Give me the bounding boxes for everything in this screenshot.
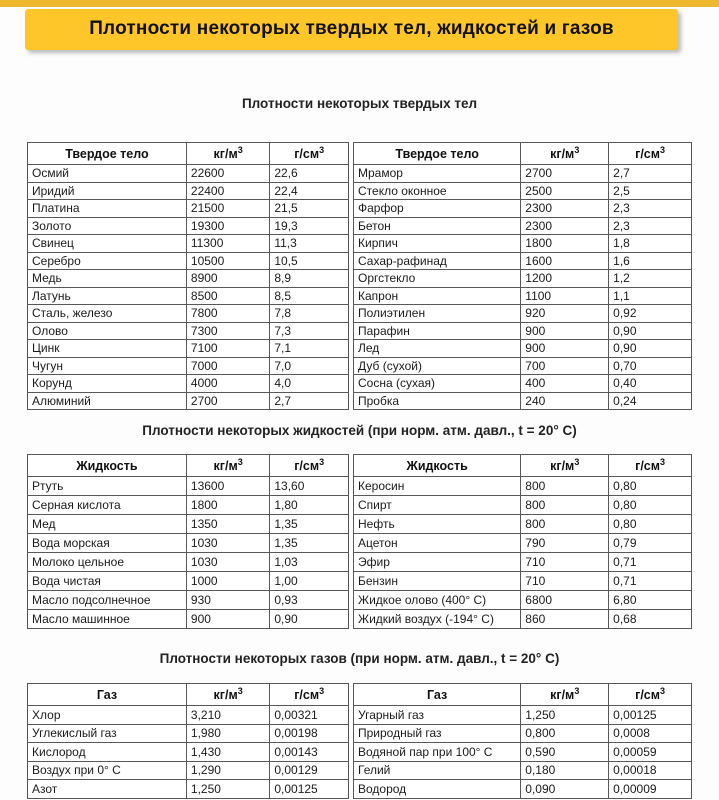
item-value: 22,4 <box>270 182 349 200</box>
item-name: Кирпич <box>354 235 521 253</box>
item-value: 0,71 <box>609 572 692 591</box>
item-name: Бетон <box>354 217 521 235</box>
item-name: Стекло оконное <box>354 182 521 200</box>
item-name: Серная кислота <box>28 496 187 515</box>
item-value: 7100 <box>186 340 269 358</box>
column-header-item: Жидкость <box>354 455 521 477</box>
item-value: 0,590 <box>521 743 609 762</box>
table-row <box>354 182 692 200</box>
item-value: 2300 <box>521 200 609 218</box>
column-header-gcm3: $г/см^3$ <box>609 455 692 477</box>
item-name: Бензин <box>354 572 521 591</box>
item-name: Масло подсолнечное <box>28 591 187 610</box>
table-row <box>28 357 349 375</box>
item-value: 22,6 <box>270 165 349 183</box>
item-value: 1800 <box>521 235 609 253</box>
gases-table-left <box>27 683 349 799</box>
table-row <box>28 375 349 393</box>
table-row <box>354 217 692 235</box>
item-name: Вода морская <box>28 534 187 553</box>
table-row <box>28 165 349 183</box>
gases-table-right <box>353 683 692 799</box>
column-header-gcm3: $г/см^3$ <box>609 143 692 165</box>
item-value: 800 <box>521 477 609 496</box>
column-header-gcm3: $г/см^3$ <box>609 684 692 706</box>
item-value: 800 <box>521 515 609 534</box>
item-value: 240 <box>521 392 609 410</box>
item-value: 1000 <box>186 572 269 591</box>
column-header-kgm3: $кг/м^3$ <box>186 684 269 706</box>
item-name: Парафин <box>354 322 521 340</box>
table-row <box>354 610 692 629</box>
item-name: Латунь <box>28 287 187 305</box>
item-name: Свинец <box>28 235 187 253</box>
item-value: 0,80 <box>609 496 692 515</box>
item-value: 1,2 <box>609 270 692 288</box>
item-value: 6800 <box>521 591 609 610</box>
item-value: 0,68 <box>609 610 692 629</box>
table-row <box>354 724 692 743</box>
table-row <box>354 375 692 393</box>
table-row <box>28 322 349 340</box>
item-value: 0,80 <box>609 515 692 534</box>
table-header-row <box>354 684 692 706</box>
table-header-row <box>354 455 692 477</box>
table-row <box>354 515 692 534</box>
item-value: 2,7 <box>270 392 349 410</box>
table-row <box>354 322 692 340</box>
item-name: Дуб (сухой) <box>354 357 521 375</box>
item-name: Фарфор <box>354 200 521 218</box>
item-value: 10,5 <box>270 252 349 270</box>
table-row <box>354 572 692 591</box>
liquids-table-right <box>353 454 692 629</box>
item-name: Нефть <box>354 515 521 534</box>
item-value: 1,1 <box>609 287 692 305</box>
table-row <box>28 724 349 743</box>
table-row <box>28 252 349 270</box>
item-value: 2500 <box>521 182 609 200</box>
item-value: 2,7 <box>609 165 692 183</box>
item-value: 1,290 <box>186 761 269 780</box>
item-name: Гелий <box>354 761 521 780</box>
item-name: Платина <box>28 200 187 218</box>
item-value: 0,90 <box>270 610 349 629</box>
item-value: 0,90 <box>609 340 692 358</box>
item-name: Керосин <box>354 477 521 496</box>
item-name: Углекислый газ <box>28 724 187 743</box>
item-value: 7,8 <box>270 305 349 323</box>
table-row <box>354 477 692 496</box>
item-value: 1,80 <box>270 496 349 515</box>
item-value: 0,090 <box>521 780 609 799</box>
item-value: 1100 <box>521 287 609 305</box>
table-row <box>28 200 349 218</box>
table-row <box>354 743 692 762</box>
item-value: 0,00321 <box>270 706 349 725</box>
item-name: Иридий <box>28 182 187 200</box>
table-row <box>28 553 349 572</box>
solids-table-left <box>27 142 349 410</box>
item-value: 7,1 <box>270 340 349 358</box>
item-value: 0,00143 <box>270 743 349 762</box>
table-row <box>28 515 349 534</box>
table-row <box>354 305 692 323</box>
table-row <box>354 534 692 553</box>
item-value: 0,79 <box>609 534 692 553</box>
table-row <box>28 182 349 200</box>
table-row <box>28 287 349 305</box>
table-row <box>28 780 349 799</box>
item-value: 7800 <box>186 305 269 323</box>
table-row <box>28 761 349 780</box>
item-value: 0,00125 <box>270 780 349 799</box>
item-name: Ртуть <box>28 477 187 496</box>
item-value: 4000 <box>186 375 269 393</box>
item-name: Пробка <box>354 392 521 410</box>
item-name: Угарный газ <box>354 706 521 725</box>
item-value: 11300 <box>186 235 269 253</box>
item-name: Чугун <box>28 357 187 375</box>
title-banner <box>25 9 678 50</box>
item-name: Жидкое олово (400° C) <box>354 591 521 610</box>
item-value: 13,60 <box>270 477 349 496</box>
column-header-kgm3: $кг/м^3$ <box>521 143 609 165</box>
item-value: 1030 <box>186 553 269 572</box>
item-value: 0,00018 <box>609 761 692 780</box>
table-row <box>28 392 349 410</box>
table-row <box>28 534 349 553</box>
item-value: 0,00198 <box>270 724 349 743</box>
item-value: 1,250 <box>521 706 609 725</box>
item-name: Цинк <box>28 340 187 358</box>
item-name: Корунд <box>28 375 187 393</box>
column-header-item: Жидкость <box>28 455 187 477</box>
solids-tables <box>27 142 692 410</box>
item-value: 2,5 <box>609 182 692 200</box>
section-title-solids: Плотности некоторых твердых тел <box>241 96 478 111</box>
item-value: 7,3 <box>270 322 349 340</box>
item-value: 1,250 <box>186 780 269 799</box>
item-name: Хлор <box>28 706 187 725</box>
item-name: Оргстекло <box>354 270 521 288</box>
item-name: Эфир <box>354 553 521 572</box>
item-value: 19,3 <box>270 217 349 235</box>
solids-table-right <box>353 142 692 410</box>
item-name: Вода чистая <box>28 572 187 591</box>
item-value: 2300 <box>521 217 609 235</box>
item-name: Кислород <box>28 743 187 762</box>
item-value: 0,80 <box>609 477 692 496</box>
item-value: 0,800 <box>521 724 609 743</box>
item-name: Олово <box>28 322 187 340</box>
gases-tables <box>27 683 692 799</box>
table-row <box>354 235 692 253</box>
item-value: 7300 <box>186 322 269 340</box>
item-value: 0,93 <box>270 591 349 610</box>
table-row <box>28 706 349 725</box>
table-row <box>354 165 692 183</box>
column-header-kgm3: $кг/м^3$ <box>186 455 269 477</box>
table-row <box>28 217 349 235</box>
section-title-liquids: Плотности некоторых жидкостей (при норм. атм. давл., t = 20° C) <box>142 423 577 438</box>
item-name: Сталь, железо <box>28 305 187 323</box>
item-value: 10500 <box>186 252 269 270</box>
item-value: 400 <box>521 375 609 393</box>
item-name: Масло машинное <box>28 610 187 629</box>
item-name: Водород <box>354 780 521 799</box>
item-value: 0,0008 <box>609 724 692 743</box>
item-name: Сосна (сухая) <box>354 375 521 393</box>
item-value: 1350 <box>186 515 269 534</box>
item-value: 1600 <box>521 252 609 270</box>
table-row <box>28 610 349 629</box>
table-row <box>28 270 349 288</box>
table-row <box>28 305 349 323</box>
item-name: Азот <box>28 780 187 799</box>
item-value: 900 <box>186 610 269 629</box>
table-row <box>28 235 349 253</box>
table-row <box>28 743 349 762</box>
item-value: 1,00 <box>270 572 349 591</box>
item-value: 0,92 <box>609 305 692 323</box>
item-value: 0,00059 <box>609 743 692 762</box>
item-value: 6,80 <box>609 591 692 610</box>
item-name: Золото <box>28 217 187 235</box>
item-value: 1,35 <box>270 534 349 553</box>
item-name: Водяной пар при 100° C <box>354 743 521 762</box>
item-value: 19300 <box>186 217 269 235</box>
top-accent-strip <box>0 0 719 7</box>
item-value: 700 <box>521 357 609 375</box>
table-row <box>354 591 692 610</box>
liquids-tables <box>27 454 692 629</box>
column-header-kgm3: $кг/м^3$ <box>521 455 609 477</box>
item-name: Медь <box>28 270 187 288</box>
item-name: Серебро <box>28 252 187 270</box>
item-name: Природный газ <box>354 724 521 743</box>
table-row <box>354 252 692 270</box>
item-name: Ацетон <box>354 534 521 553</box>
item-value: 0,00125 <box>609 706 692 725</box>
table-row <box>354 761 692 780</box>
column-header-gcm3: $г/см^3$ <box>270 684 349 706</box>
table-header-row <box>28 143 349 165</box>
item-value: 1,6 <box>609 252 692 270</box>
table-row <box>28 496 349 515</box>
item-value: 1030 <box>186 534 269 553</box>
page-title: Плотности некоторых твердых тел, жидкостей и газов <box>89 18 614 39</box>
item-value: 21,5 <box>270 200 349 218</box>
item-value: 11,3 <box>270 235 349 253</box>
item-value: 4,0 <box>270 375 349 393</box>
item-value: 1,8 <box>609 235 692 253</box>
column-header-gcm3: $г/см^3$ <box>270 143 349 165</box>
section-title-gases: Плотности некоторых газов (при норм. атм. давл., t = 20° C) <box>159 651 560 666</box>
column-header-item: Твердое тело <box>354 143 521 165</box>
item-name: Спирт <box>354 496 521 515</box>
column-header-kgm3: $кг/м^3$ <box>186 143 269 165</box>
item-value: 900 <box>521 340 609 358</box>
item-value: 920 <box>521 305 609 323</box>
item-value: 0,00129 <box>270 761 349 780</box>
item-value: 1,03 <box>270 553 349 572</box>
item-value: 1,430 <box>186 743 269 762</box>
item-value: 2,3 <box>609 200 692 218</box>
item-value: 790 <box>521 534 609 553</box>
item-value: 2700 <box>521 165 609 183</box>
item-value: 710 <box>521 572 609 591</box>
item-name: Сахар-рафинад <box>354 252 521 270</box>
item-value: 22600 <box>186 165 269 183</box>
item-value: 710 <box>521 553 609 572</box>
item-value: 1200 <box>521 270 609 288</box>
item-name: Мрамор <box>354 165 521 183</box>
item-value: 3,210 <box>186 706 269 725</box>
item-name: Мед <box>28 515 187 534</box>
table-row <box>354 270 692 288</box>
item-value: 0,24 <box>609 392 692 410</box>
table-row <box>354 357 692 375</box>
item-value: 0,90 <box>609 322 692 340</box>
item-name: Полиэтилен <box>354 305 521 323</box>
item-value: 22400 <box>186 182 269 200</box>
table-header-row <box>354 143 692 165</box>
item-name: Жидкий воздух (-194° C) <box>354 610 521 629</box>
item-value: 0,180 <box>521 761 609 780</box>
item-value: 0,00009 <box>609 780 692 799</box>
table-row <box>28 477 349 496</box>
item-value: 8900 <box>186 270 269 288</box>
column-header-item: Газ <box>28 684 187 706</box>
item-value: 2,3 <box>609 217 692 235</box>
table-row <box>28 591 349 610</box>
item-value: 1,35 <box>270 515 349 534</box>
item-value: 8,5 <box>270 287 349 305</box>
column-header-kgm3: $кг/м^3$ <box>521 684 609 706</box>
table-row <box>354 553 692 572</box>
item-name: Капрон <box>354 287 521 305</box>
table-row <box>28 572 349 591</box>
table-row <box>354 780 692 799</box>
item-value: 8500 <box>186 287 269 305</box>
item-value: 21500 <box>186 200 269 218</box>
item-value: 7,0 <box>270 357 349 375</box>
table-header-row <box>28 684 349 706</box>
item-name: Осмий <box>28 165 187 183</box>
item-value: 800 <box>521 496 609 515</box>
item-value: 930 <box>186 591 269 610</box>
item-value: 2700 <box>186 392 269 410</box>
item-value: 860 <box>521 610 609 629</box>
item-name: Воздух при 0° C <box>28 761 187 780</box>
item-value: 1,980 <box>186 724 269 743</box>
item-value: 0,71 <box>609 553 692 572</box>
table-header-row <box>28 455 349 477</box>
table-row <box>354 200 692 218</box>
table-row <box>354 287 692 305</box>
column-header-item: Газ <box>354 684 521 706</box>
item-value: 7000 <box>186 357 269 375</box>
table-row <box>354 392 692 410</box>
item-value: 13600 <box>186 477 269 496</box>
column-header-gcm3: $г/см^3$ <box>270 455 349 477</box>
liquids-table-left <box>27 454 349 629</box>
table-row <box>354 340 692 358</box>
item-name: Алюминий <box>28 392 187 410</box>
item-value: 0,40 <box>609 375 692 393</box>
item-value: 900 <box>521 322 609 340</box>
table-row <box>28 340 349 358</box>
item-name: Лед <box>354 340 521 358</box>
item-value: 1800 <box>186 496 269 515</box>
item-name: Молоко цельное <box>28 553 187 572</box>
item-value: 0,70 <box>609 357 692 375</box>
table-row <box>354 706 692 725</box>
table-row <box>354 496 692 515</box>
item-value: 8,9 <box>270 270 349 288</box>
column-header-item: Твердое тело <box>28 143 187 165</box>
